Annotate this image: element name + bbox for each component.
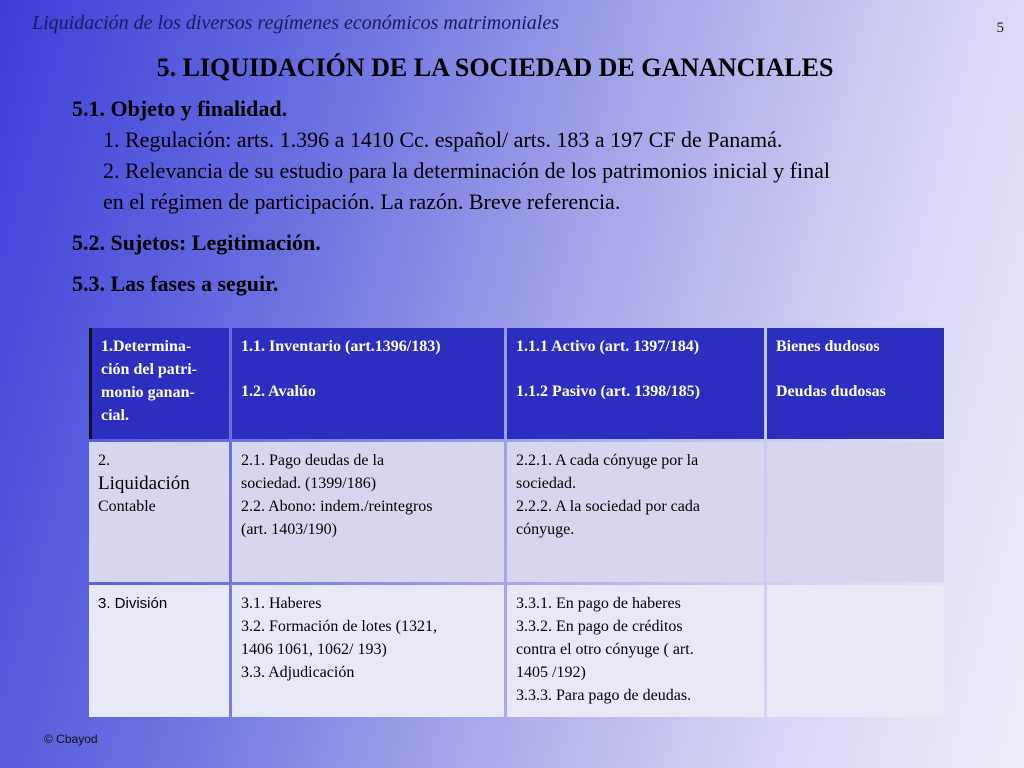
cell-line: (art. 1403/190) xyxy=(241,521,337,538)
table-cell-r3-c1 xyxy=(89,585,229,717)
cell-line: 3.3. Adjudicación xyxy=(241,664,355,681)
cell-line: 1.1.1 Activo (art. 1397/184) xyxy=(516,338,700,355)
cell-line: 1406 1061, 1062/ 193) xyxy=(241,641,387,658)
cell-line: Liquidación xyxy=(98,473,190,494)
cell-line: 3.1. Haberes xyxy=(241,595,322,612)
table-cell-r1-c2 xyxy=(232,328,504,439)
cell-line: sociedad. xyxy=(516,475,576,492)
copyright-notice: © Cbayod xyxy=(44,732,98,746)
cell-line: 1405 /192) xyxy=(516,664,586,681)
cell-line: 3. División xyxy=(98,595,168,612)
table-cell-r1-c3 xyxy=(507,328,764,439)
cell-line: 3.3.2. En pago de créditos xyxy=(516,618,683,635)
slide-title: 5. LIQUIDACIÓN DE LA SOCIEDAD DE GANANCIALES xyxy=(156,53,834,82)
table-cell-r2-c4 xyxy=(767,442,944,582)
cell-line: 3.2. Formación de lotes (1321, xyxy=(241,618,437,635)
table-cell-r1-c1 xyxy=(89,328,229,439)
section-heading-5-1: 5.1. Objeto y finalidad. xyxy=(72,96,288,121)
section-heading-5-2: 5.2. Sujetos: Legitimación. xyxy=(72,230,321,255)
cell-line: cial. xyxy=(101,407,129,424)
cell-line: 1.2. Avalúo xyxy=(241,383,316,400)
cell-line: 3.3.3. Para pago de deudas. xyxy=(516,687,692,704)
cell-line: 1.1.2 Pasivo (art. 1398/185) xyxy=(516,383,700,400)
section-item-1: 1. Regulación: arts. 1.396 a 1410 Cc. español/ arts. 183 a 197 CF de Panamá. xyxy=(103,127,783,152)
table-cell-r3-c3 xyxy=(507,585,764,717)
section-item-2-line-1: 2. Relevancia de su estudio para la determinación de los patrimonios inicial y final xyxy=(103,158,830,183)
cell-line: cónyuge. xyxy=(516,521,575,538)
cell-line: monio ganan- xyxy=(101,384,195,401)
cell-line: ción del patri- xyxy=(101,361,197,378)
cell-line: Bienes dudosos xyxy=(776,338,880,355)
cell-line: 2.1. Pago deudas de la xyxy=(241,452,385,469)
table-cell-r2-c1 xyxy=(89,442,229,582)
cell-line: Deudas dudosas xyxy=(776,383,886,400)
table-row xyxy=(89,585,944,717)
table-cell-r3-c2 xyxy=(232,585,504,717)
cell-line: 1.1. Inventario (art.1396/183) xyxy=(241,338,441,355)
slide-header-title: Liquidación de los diversos regímenes económicos matrimoniales xyxy=(32,12,559,34)
table-cell-r2-c3 xyxy=(507,442,764,582)
cell-line: contra el otro cónyuge ( art. xyxy=(516,641,694,658)
table-cell-r1-c4 xyxy=(767,328,944,439)
cell-line: 1.Determina- xyxy=(101,338,192,355)
cell-line: 2.2. Abono: indem./reintegros xyxy=(241,498,433,515)
cell-line: sociedad. (1399/186) xyxy=(241,475,377,492)
section-item-2-line-2: en el régimen de participación. La razón. Breve referencia. xyxy=(103,189,621,214)
cell-line: 2.2.1. A cada cónyuge por la xyxy=(516,452,699,469)
table-row xyxy=(89,442,944,582)
table-cell-r2-c2 xyxy=(232,442,504,582)
phases-table xyxy=(86,325,947,720)
cell-line: 2. xyxy=(98,452,110,469)
slide-body xyxy=(72,93,992,299)
table-cell-r3-c4 xyxy=(767,585,944,717)
section-heading-5-3: 5.3. Las fases a seguir. xyxy=(72,271,279,296)
cell-line: Contable xyxy=(98,498,156,515)
table-row xyxy=(89,328,944,439)
page-number: 5 xyxy=(996,20,1004,36)
cell-line: 2.2.2. A la sociedad por cada xyxy=(516,498,700,515)
cell-line: 3.3.1. En pago de haberes xyxy=(516,595,681,612)
